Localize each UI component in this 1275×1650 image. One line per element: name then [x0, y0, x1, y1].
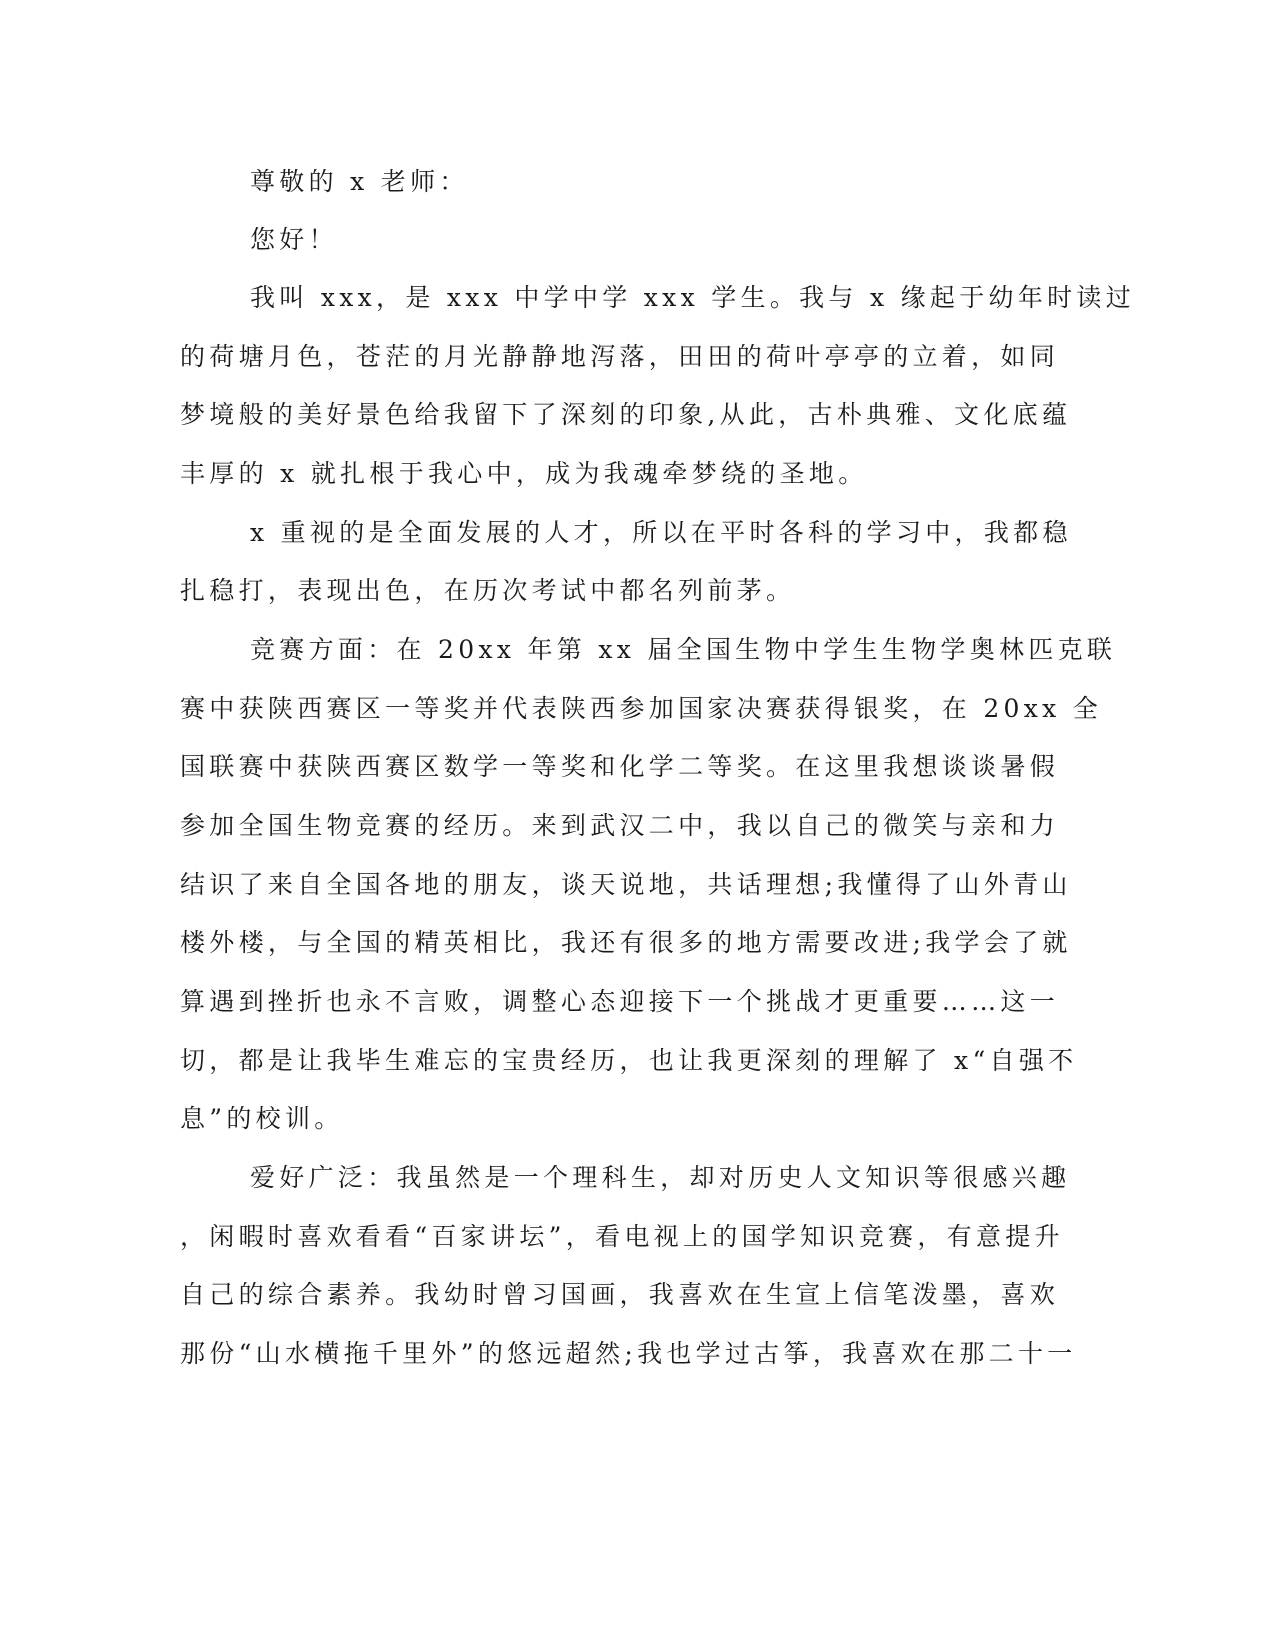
paragraph-line: 那份“山水横拖千里外”的悠远超然;我也学过古筝，我喜欢在那二十一 — [180, 1339, 1077, 1368]
paragraph-line: 我叫 xxx，是 xxx 中学中学 xxx 学生。我与 x 缘起于幼年时读过 — [250, 283, 1136, 312]
paragraph-line: 竞赛方面：在 20xx 年第 xx 届全国生物中学生生物学奥林匹克联 — [250, 635, 1117, 664]
paragraph-line: 赛中获陕西赛区一等奖并代表陕西参加国家决赛获得银奖，在 20xx 全 — [180, 694, 1103, 723]
salutation-line: 尊敬的 x 老师： — [250, 167, 469, 196]
paragraph-line: ，闲暇时喜欢看看“百家讲坛”，看电视上的国学知识竞赛，有意提升 — [180, 1222, 1064, 1251]
paragraph-line: 参加全国生物竞赛的经历。来到武汉二中，我以自己的微笑与亲和力 — [180, 811, 1060, 840]
paragraph-line: 自己的综合素养。我幼时曾习国画，我喜欢在生宣上信笔泼墨，喜欢 — [180, 1280, 1060, 1309]
paragraph-line: 梦境般的美好景色给我留下了深刻的印象,从此，古朴典雅、文化底蕴 — [180, 400, 1072, 429]
paragraph-line: 的荷塘月色，苍茫的月光静静地泻落，田田的荷叶亭亭的立着，如同 — [180, 342, 1060, 371]
paragraph-line: 算遇到挫折也永不言败，调整心态迎接下一个挑战才更重要……这一 — [180, 987, 1060, 1016]
paragraph-line: 息”的校训。 — [180, 1104, 344, 1133]
paragraph-line: 结识了来自全国各地的朋友，谈天说地，共话理想;我懂得了山外青山 — [180, 870, 1072, 899]
paragraph-line: 扎稳打，表现出色，在历次考试中都名列前茅。 — [180, 576, 796, 605]
paragraph-line: 爱好广泛：我虽然是一个理科生，却对历史人文知识等很感兴趣 — [250, 1163, 1071, 1192]
paragraph-line: 国联赛中获陕西赛区数学一等奖和化学二等奖。在这里我想谈谈暑假 — [180, 752, 1060, 781]
paragraph-line: 丰厚的 x 就扎根于我心中，成为我魂牵梦绕的圣地。 — [180, 459, 868, 488]
paragraph-line: 楼外楼，与全国的精英相比，我还有很多的地方需要改进;我学会了就 — [180, 928, 1072, 957]
paragraph-line: 切，都是让我毕生难忘的宝贵经历，也让我更深刻的理解了 x“自强不 — [180, 1046, 1078, 1075]
paragraph-line: x 重视的是全面发展的人才，所以在平时各科的学习中，我都稳 — [250, 518, 1072, 547]
greeting-line: 您好！ — [250, 225, 338, 254]
